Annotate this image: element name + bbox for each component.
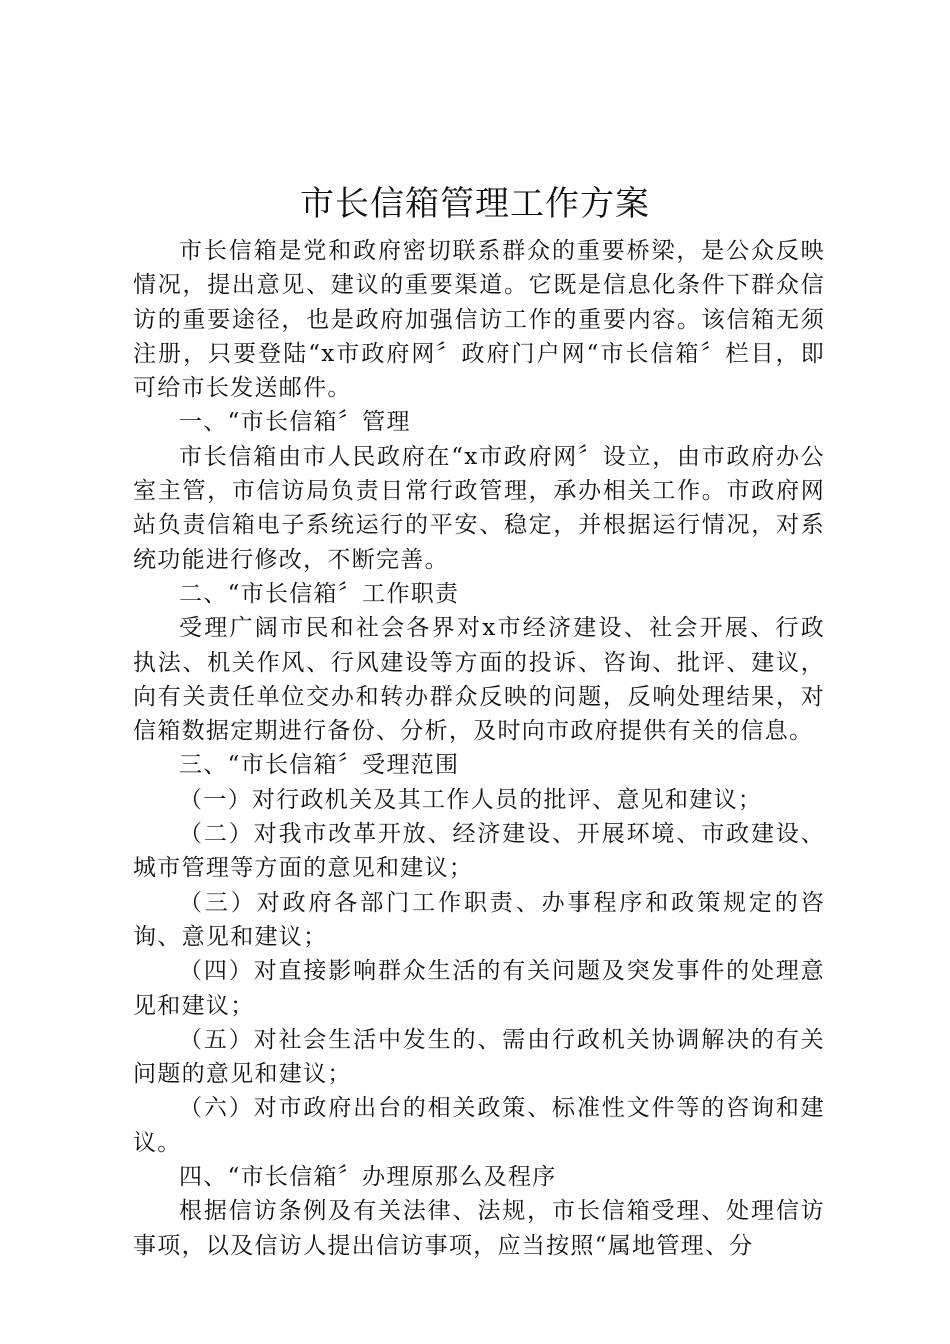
- scope-item-1: （一）对行政机关及其工作人员的批评、意见和建议；: [179, 786, 763, 813]
- scope-item-6: （六）对市政府出台的相关政策、标准性文件等的咨询和建议。: [133, 1095, 825, 1156]
- paragraph-intro: 市长信箱是党和政府密切联系群众的重要桥梁，是公众反映情况，提出意见、建议的重要渠道。它既是信息化条件下群众信访的重要途径，也是政府加强信访工作的重要内容。该信箱无须注册，只要登陆“x市政府网〞政府门户网“市长信箱〞栏目，即可给市长发送邮件。: [133, 238, 825, 402]
- section-heading-scope: 三、“市长信箱〞受理范围: [179, 752, 460, 779]
- section-heading-principles: 四、“市长信箱〞办理原那么及程序: [179, 1164, 557, 1191]
- document-body: [133, 234, 825, 1263]
- scope-item-2: （二）对我市改革开放、经济建设、开展环境、市政建设、城市管理等方面的意见和建议；: [133, 821, 825, 882]
- scope-item-4: （四）对直接影响群众生活的有关问题及突发事件的处理意见和建议；: [133, 958, 825, 1019]
- section-heading-management: 一、“市长信箱〞管理: [179, 409, 411, 436]
- scope-item-3: （三）对政府各部门工作职责、办事程序和政策规定的咨询、意见和建议；: [133, 889, 825, 950]
- paragraph-duties: 受理广阔市民和社会各界对x市经济建设、社会开展、行政执法、机关作风、行风建设等方面的投诉、咨询、批评、建议，向有关责任单位交办和转办群众反映的问题，反响处理结果，对信箱数据定期进行备份、分析，及时向市政府提供有关的信息。: [133, 615, 825, 745]
- scope-item-5: （五）对社会生活中发生的、需由行政机关协调解决的有关问题的意见和建议；: [133, 1026, 825, 1088]
- document-title: 市长信箱管理工作方案: [300, 184, 650, 224]
- section-heading-duties: 二、“市长信箱〞工作职责: [179, 580, 460, 607]
- paragraph-principles: 根据信访条例及有关法律、法规，市长信箱受理、处理信访事项，以及信访人提出信访事项，应当按照“属地管理、分: [133, 1198, 825, 1259]
- paragraph-management: 市长信箱由市人民政府在“x市政府网〞设立，由市政府办公室主管，市信访局负责日常行政管理，承办相关工作。市政府网站负责信箱电子系统运行的平安、稳定，并根据运行情况，对系统功能进行修改，不断完善。: [133, 443, 825, 573]
